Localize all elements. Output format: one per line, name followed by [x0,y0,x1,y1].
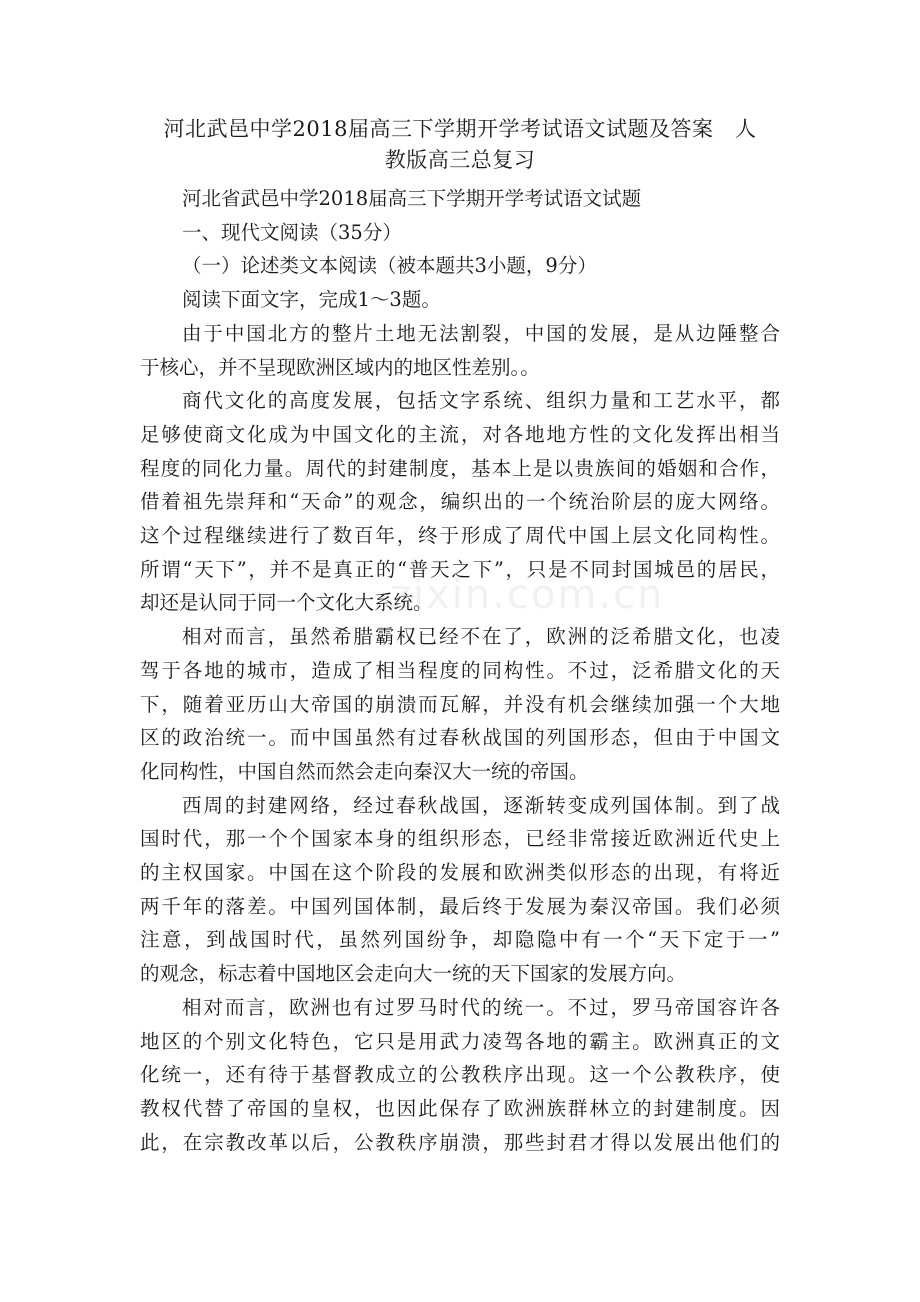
paragraph-line: 于核心，并不呈现欧洲区域内的地区性差别。。 [140,355,540,379]
paragraph-line: 地区的个别文化特色，它只是用武力凌驾各地的霸主。欧洲真正的文 [140,1029,780,1053]
paragraph-line: 的主权国家。中国在这个阶段的发展和欧洲类似形态的出现，有将近 [140,861,780,885]
paragraph-line: 所谓“天下”，并不是真正的“普天之下”，只是不同封国城邑的居民， [140,557,780,581]
article-paragraph [140,317,780,384]
exam-subtitle: 河北省武邑中学2018届高三下学期开学考试语文试题 [182,187,642,210]
article-paragraph [140,991,780,1160]
article-paragraph [140,620,780,789]
paragraph-line: 的观念，标志着中国地区会走向大一统的天下国家的发展方向。 [140,962,687,986]
paragraph-line: 程度的同化力量。周代的封建制度，基本上是以贵族间的婚姻和合作， [140,456,780,480]
reading-instruction: 阅读下面文字，完成1～3题。 [182,288,441,312]
paragraph-line: 由于中国北方的整片土地无法割裂，中国的发展，是从边陲整合 [182,321,780,345]
paragraph-line: 化同构性，中国自然而然会走向秦汉大一统的帝国。 [140,759,589,783]
article-paragraph [140,789,780,991]
paragraph-line: 足够使商文化成为中国文化的主流，对各地地方性的文化发挥出相当 [140,422,780,446]
article-body [140,317,780,1160]
subsection-heading: （一）论述类文本阅读（被本题共3小题，9分） [182,254,597,278]
paragraph-line: 相对而言，虽然希腊霸权已经不在了，欧洲的泛希腊文化，也凌 [182,625,780,649]
paragraph-line: 区的政治统一。而中国虽然有过春秋战国的列国形态，但由于中国文 [140,726,780,750]
paragraph-line: 化统一，还有待于基督教成立的公教秩序出现。这一个公教秩序，使 [140,1063,780,1087]
paragraph-line: 却还是认同于同一个文化大系统。 [140,591,433,615]
paragraph-line: 下，随着亚历山大帝国的崩溃而瓦解，并没有机会继续加强一个大地 [140,692,780,716]
document-title [140,114,780,176]
title-line-2: 教版高三总复习 [384,148,536,172]
paragraph-line: 借着祖先崇拜和“天命”的观念，编织出的一个统治阶层的庞大网络。 [140,490,780,514]
paragraph-line: 两千年的落差。中国列国体制，最后终于发展为秦汉帝国。我们必须 [140,894,780,918]
paragraph-line: 驾于各地的城市，造成了相当程度的同构性。不过，泛希腊文化的天 [140,658,780,682]
paragraph-line: 西周的封建网络，经过春秋战国，逐渐转变成列国体制。到了战 [182,793,780,817]
paragraph-line: 商代文化的高度发展，包括文字系统、组织力量和工艺水平，都 [182,389,780,413]
paragraph-line: 这个过程继续进行了数百年，终于形成了周代中国上层文化同构性。 [140,524,780,548]
title-line-1: 河北武邑中学2018届高三下学期开学考试语文试题及答案 人 [163,117,757,141]
paragraph-line: 教权代替了帝国的皇权，也因此保存了欧洲族群林立的封建制度。因 [140,1096,780,1120]
document-page [140,114,780,1159]
paragraph-line: 相对而言，欧洲也有过罗马时代的统一。不过，罗马帝国容许各 [182,995,780,1019]
article-paragraph [140,384,780,620]
watermark: zixin.com.cn [390,572,665,618]
paragraph-line: 国时代，那一个个国家本身的组织形态，已经非常接近欧洲近代史上 [140,827,780,851]
paragraph-line: 此，在宗教改革以后，公教秩序崩溃，那些封君才得以发展出他们的 [140,1130,780,1154]
section-heading: 一、现代文阅读（35分） [182,220,402,244]
paragraph-line: 注意，到战国时代，虽然列国纷争，却隐隐中有一个“天下定于一” [140,928,780,952]
